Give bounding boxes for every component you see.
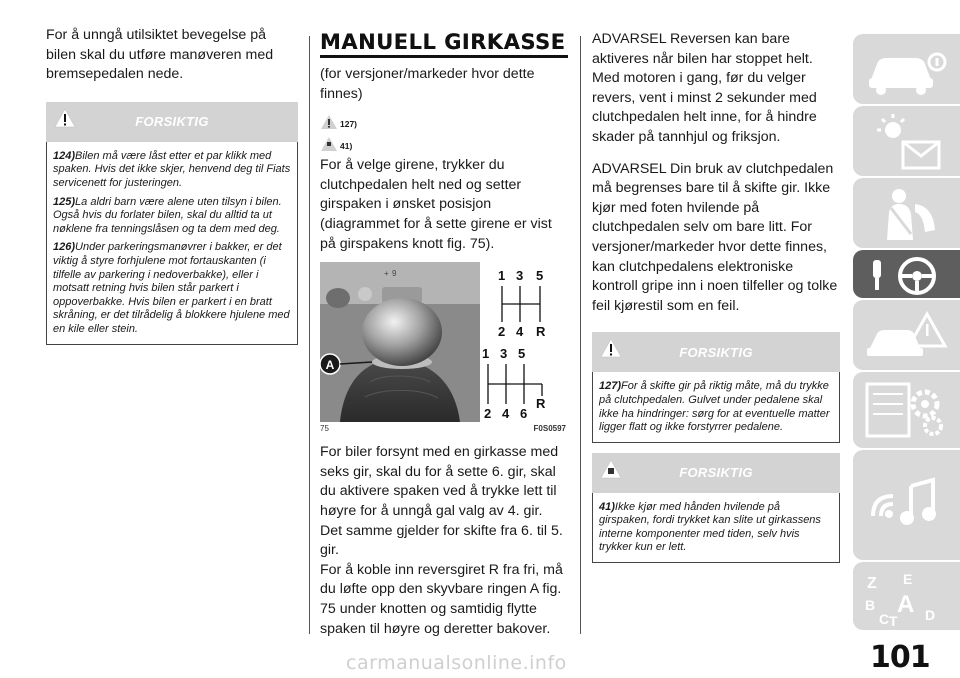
paragraph: ADVARSEL Din bruk av clutchpedalen må begrenses bare til å skifte gir. Ikke kjør med foten hvilende på clutchpedalen selv om bare litt. For versjoner/markeder hvor dette finnes, kan clutchpedalens elektroniske kontroll gripe inn i noen tilfeller og tolke feil kjørestil som en feil. bbox=[592, 160, 838, 314]
svg-text:2: 2 bbox=[484, 406, 492, 422]
column-rule bbox=[580, 36, 581, 634]
svg-text:6: 6 bbox=[520, 406, 528, 422]
warning-triangle-icon bbox=[54, 108, 76, 128]
warning-title: FORSIKTIG bbox=[135, 114, 209, 130]
tab-dashboard-lights[interactable] bbox=[853, 106, 960, 176]
warning-triangle-icon bbox=[600, 338, 622, 358]
tab-safety[interactable] bbox=[853, 178, 960, 248]
caution-block bbox=[592, 453, 840, 563]
emergency-icon bbox=[863, 306, 949, 364]
warning-triangle-icon bbox=[320, 114, 338, 130]
svg-text:5: 5 bbox=[536, 268, 544, 284]
paragraph: For å koble inn reversgiret R fra fri, må du løfte opp den skyvbare ringen A fig. 75 under knotten og samtidig flytte spaken til høyre og deretter bakover. bbox=[320, 561, 563, 637]
svg-text:1: 1 bbox=[482, 346, 490, 362]
warning-item: 124)Bilen må være låst etter et par klikk med spaken. Hvis det ikke skjer, henvend deg til Fiats servicenett for justeringen. bbox=[53, 149, 291, 189]
tab-maintenance[interactable] bbox=[853, 372, 960, 448]
tab-multimedia[interactable] bbox=[853, 450, 960, 560]
warning-block bbox=[46, 102, 298, 345]
warning-body bbox=[592, 372, 840, 442]
column-3 bbox=[592, 30, 840, 563]
subtitle: (for versjoner/markeder hvor dette finnes) bbox=[320, 66, 535, 102]
column-1 bbox=[46, 22, 298, 345]
section-heading bbox=[320, 30, 568, 58]
svg-text:R: R bbox=[536, 324, 546, 340]
svg-text:E: E bbox=[903, 571, 913, 587]
gearshift-illustration bbox=[320, 262, 566, 422]
page-number: 101 bbox=[870, 640, 930, 675]
figure-number: 75 bbox=[320, 424, 329, 434]
intro-paragraph: For å unngå utilsiktet bevegelse på bilen skal du utføre manøveren med bremsepedalen nede. bbox=[46, 27, 274, 83]
svg-text:5: 5 bbox=[518, 346, 526, 362]
svg-text:B: B bbox=[865, 597, 876, 613]
column-2 bbox=[320, 30, 568, 639]
caution-body bbox=[592, 493, 840, 563]
svg-text:2: 2 bbox=[498, 324, 506, 340]
warning-block bbox=[592, 332, 840, 442]
svg-text:3: 3 bbox=[500, 346, 508, 362]
tab-car-info[interactable] bbox=[853, 34, 960, 104]
column-rule bbox=[309, 36, 310, 634]
svg-text:R: R bbox=[536, 396, 546, 412]
knob-mark: + bbox=[384, 269, 389, 279]
caution-header bbox=[592, 453, 840, 493]
caution-item: 41)Ikke kjør med hånden hvilende på girspaken, fordi trykket kan slite ut girkassens interne komponenter med tiden, selv hvis trykker kun er lett. bbox=[599, 500, 821, 554]
index-icon bbox=[863, 568, 949, 628]
warning-header bbox=[592, 332, 840, 372]
steering-wheel-icon bbox=[863, 256, 949, 296]
car-info-icon bbox=[863, 40, 949, 98]
paragraph: For biler forsynt med en girkasse med seks gir, skal du for å sette 6. gir, skal du aktivere spaken ved å trykke lett til høyre for å unngå gal valg av 4. gir. Det samme gjelder for skifte fra 6. til 5. gir. bbox=[320, 444, 563, 559]
caution-ref: 41) bbox=[320, 130, 568, 152]
warning-item: 127)For å skifte gir på riktig måte, må du trykke på clutchpedalen. Gulvet under pedalene skal ikke ha hindringer: sørg for at eventuelle matter ligger flatt og ikke forstyrrer pedalene. bbox=[599, 380, 830, 434]
svg-text:C: C bbox=[879, 611, 890, 627]
svg-text:3: 3 bbox=[516, 268, 524, 284]
watermark: carmanualsonline.info bbox=[346, 652, 567, 674]
safety-icon bbox=[863, 184, 949, 242]
svg-text:4: 4 bbox=[502, 406, 510, 422]
gearshift-figure bbox=[320, 262, 566, 422]
warning-title: FORSIKTIG bbox=[679, 344, 753, 360]
caution-title: FORSIKTIG bbox=[679, 465, 753, 481]
svg-text:1: 1 bbox=[498, 268, 506, 284]
tab-starting-driving[interactable] bbox=[853, 250, 960, 298]
warning-header bbox=[46, 102, 298, 142]
multimedia-icon bbox=[863, 456, 949, 552]
svg-text:A: A bbox=[897, 591, 915, 618]
warning-ref: 127) bbox=[320, 104, 568, 130]
heading-underline bbox=[320, 55, 568, 58]
tab-emergency[interactable] bbox=[853, 300, 960, 370]
knob-mark: 9 bbox=[392, 269, 397, 279]
caution-triangle-icon bbox=[320, 136, 338, 152]
tab-index[interactable] bbox=[853, 562, 960, 630]
warning-item: 125)La aldri barn være alene uten tilsyn i bilen. Også hvis du forlater bilen, skal du alltid ta ut nøklene fra tenningslåsen og ta dem med deg. bbox=[53, 195, 282, 235]
maintenance-icon bbox=[863, 378, 949, 442]
svg-text:T: T bbox=[889, 613, 898, 628]
caution-triangle-icon bbox=[600, 459, 622, 479]
figure-caption bbox=[320, 424, 566, 433]
svg-text:4: 4 bbox=[516, 324, 524, 340]
paragraph: ADVARSEL Reversen kan bare aktiveres når bilen har stoppet helt. Med motoren i gang, før du velger revers, vent i minst 2 sekunder med clutchpedalen helt inne, for å hindre skader på tannhjul og friksjon. bbox=[592, 31, 817, 145]
section-title: MANUELL GIRKASSE bbox=[320, 30, 566, 54]
svg-text:Z: Z bbox=[867, 575, 877, 592]
dashboard-lights-icon bbox=[863, 112, 949, 170]
svg-text:D: D bbox=[925, 607, 936, 623]
paragraph: For å velge girene, trykker du clutchpedalen helt ned og setter girspaken i ønsket posisjon (diagrammet for å sette girene er vist på girspakens knott fig. 75). bbox=[320, 157, 552, 252]
warning-item: 126)Under parkeringsmanøvrer i bakker, er det viktig å styre forhjulene mot fortauskanten (i tilfelle av parkering i nedoverbakke), eller i motsatt retning hvis bilen står parkert i oppoverbakke. Hvis bilen er parkert i en bratt skråning, er det tilrådelig å blokkere hjulene med en kile eller stein. bbox=[53, 241, 290, 335]
callout-a: A bbox=[325, 358, 335, 373]
warning-body bbox=[46, 142, 298, 345]
figure-code: F0S0597 bbox=[533, 424, 566, 434]
